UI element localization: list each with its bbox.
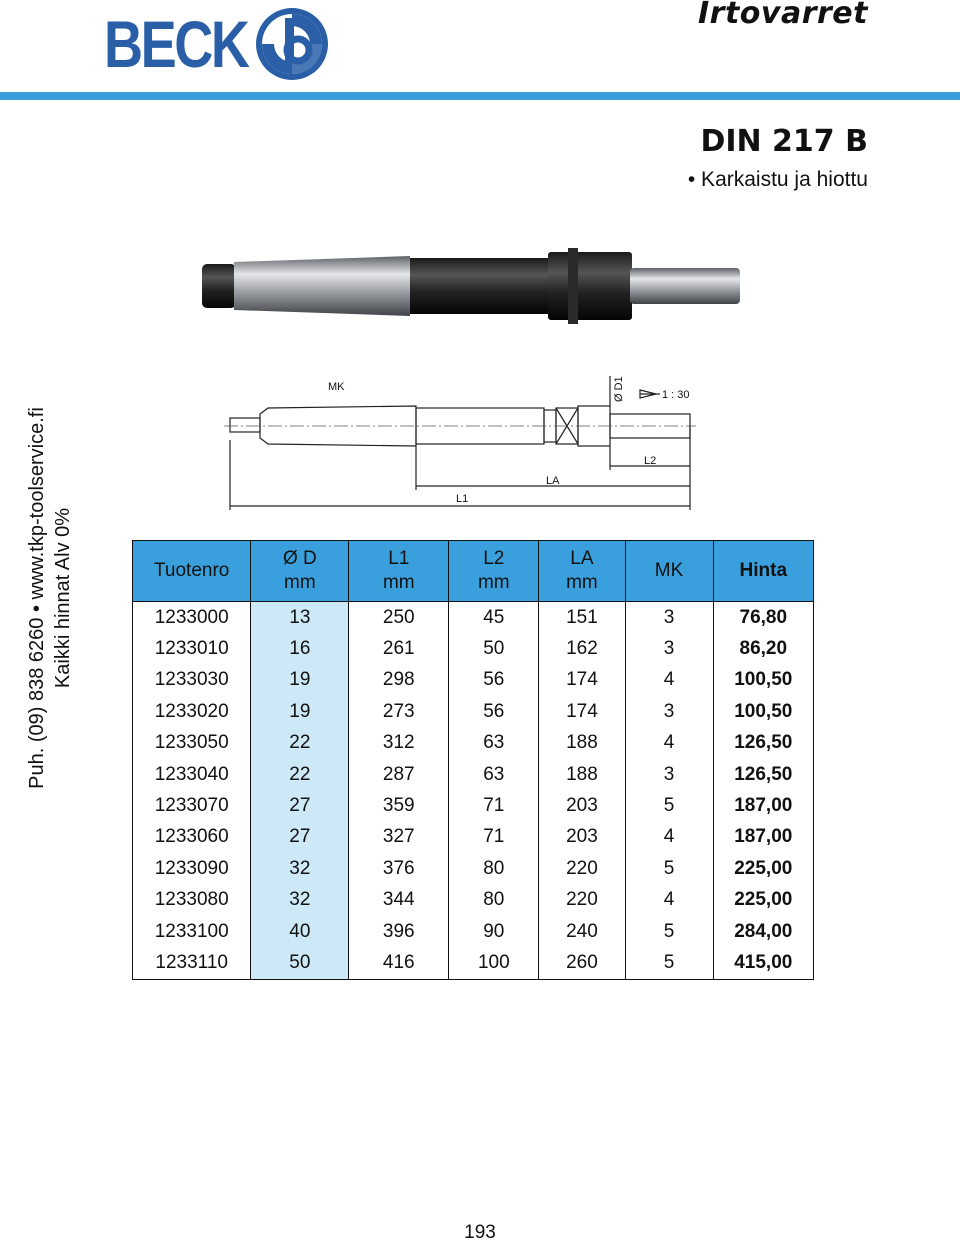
cell-length-la: 188	[539, 759, 625, 790]
cell-diameter: 13	[251, 602, 349, 634]
cell-diameter: 27	[251, 790, 349, 821]
drawing-label-d1: Ø D1	[613, 376, 625, 402]
column-header-label: Tuotenro	[154, 560, 230, 581]
table-row	[133, 602, 814, 634]
cell-price: 126,50	[713, 759, 813, 790]
cell-price: 86,20	[713, 633, 813, 664]
cell-length-l1: 298	[349, 665, 449, 696]
cell-price: 284,00	[713, 916, 813, 947]
table-row	[133, 790, 814, 821]
cell-diameter: 50	[251, 947, 349, 979]
cell-diameter: 27	[251, 822, 349, 853]
cell-morse-taper: 5	[625, 947, 713, 979]
page-number: 193	[464, 1222, 496, 1243]
column-header-label: L1	[388, 548, 410, 569]
cell-product-number: 1233080	[133, 885, 251, 916]
cell-length-la: 151	[539, 602, 625, 634]
cell-morse-taper: 3	[625, 633, 713, 664]
contact-line: Puh. (09) 838 6260 • www.tkp-toolservice.fi	[26, 407, 48, 789]
cell-price: 187,00	[713, 822, 813, 853]
column-header-length-l1	[349, 541, 449, 602]
cell-length-l1: 396	[349, 916, 449, 947]
cell-length-l1: 376	[349, 853, 449, 884]
price-table	[132, 540, 814, 980]
cell-price: 225,00	[713, 853, 813, 884]
column-header-unit: mm	[566, 572, 598, 593]
cell-morse-taper: 4	[625, 665, 713, 696]
table-header-row	[133, 541, 814, 602]
cell-product-number: 1233020	[133, 696, 251, 727]
cell-length-l2: 50	[449, 633, 539, 664]
cell-product-number: 1233010	[133, 633, 251, 664]
column-header-price	[713, 541, 813, 602]
cell-length-la: 203	[539, 790, 625, 821]
cell-diameter: 22	[251, 728, 349, 759]
feature-bullet: • Karkaistu ja hiottu	[687, 168, 868, 191]
cell-morse-taper: 3	[625, 696, 713, 727]
table-row	[133, 728, 814, 759]
cell-length-l2: 45	[449, 602, 539, 634]
cell-length-la: 162	[539, 633, 625, 664]
header-divider	[0, 92, 960, 100]
column-header-label: LA	[570, 548, 594, 569]
table-row	[133, 853, 814, 884]
page-title: Irtovarret	[698, 0, 868, 31]
cell-diameter: 16	[251, 633, 349, 664]
drawing-label-mk: MK	[328, 381, 345, 393]
vat-note: Kaikki hinnat Alv 0%	[52, 507, 74, 689]
column-header-unit: mm	[382, 572, 415, 593]
cell-product-number: 1233110	[133, 947, 251, 979]
column-header-length-la	[539, 541, 625, 602]
column-header-label: Ø D	[282, 548, 317, 569]
cell-morse-taper: 5	[625, 916, 713, 947]
cell-length-l2: 71	[449, 822, 539, 853]
section-title: DIN 217 B	[700, 124, 868, 159]
cell-length-l1: 273	[349, 696, 449, 727]
brand-mark-icon	[252, 4, 332, 84]
technical-drawing	[220, 366, 700, 516]
cell-length-l1: 359	[349, 790, 449, 821]
cell-length-la: 188	[539, 728, 625, 759]
drawing-label-la: LA	[546, 475, 560, 487]
cell-length-l2: 56	[449, 665, 539, 696]
drawing-label-l1: L1	[456, 493, 469, 505]
cell-price: 126,50	[713, 728, 813, 759]
cell-morse-taper: 3	[625, 759, 713, 790]
cell-length-l2: 80	[449, 853, 539, 884]
cell-price: 76,80	[713, 602, 813, 634]
cell-morse-taper: 4	[625, 885, 713, 916]
cell-product-number: 1233070	[133, 790, 251, 821]
cell-diameter: 32	[251, 885, 349, 916]
table-row	[133, 633, 814, 664]
cell-price: 187,00	[713, 790, 813, 821]
cell-morse-taper: 4	[625, 728, 713, 759]
cell-length-l2: 63	[449, 728, 539, 759]
column-header-label: MK	[654, 560, 684, 581]
brand-logo	[104, 4, 330, 84]
column-header-label: L2	[483, 548, 505, 569]
column-header-length-l2	[449, 541, 539, 602]
column-header-label: Hinta	[739, 560, 788, 581]
cell-length-la: 260	[539, 947, 625, 979]
cell-price: 100,50	[713, 696, 813, 727]
cell-length-la: 220	[539, 885, 625, 916]
table-row	[133, 916, 814, 947]
cell-morse-taper: 3	[625, 602, 713, 634]
cell-length-l2: 90	[449, 916, 539, 947]
column-header-unit: mm	[284, 572, 316, 593]
cell-length-l1: 327	[349, 822, 449, 853]
drawing-label-l2: L2	[644, 455, 657, 467]
drawing-label-taper: 1 : 30	[662, 389, 690, 401]
table-body	[133, 602, 814, 980]
cell-price: 100,50	[713, 665, 813, 696]
cell-morse-taper: 4	[625, 822, 713, 853]
cell-length-la: 240	[539, 916, 625, 947]
column-header-product-number	[133, 541, 251, 602]
cell-price: 415,00	[713, 947, 813, 979]
cell-length-l1: 344	[349, 885, 449, 916]
cell-length-la: 174	[539, 665, 625, 696]
sidebar-contact	[24, 388, 76, 808]
cell-length-l1: 261	[349, 633, 449, 664]
cell-length-l1: 287	[349, 759, 449, 790]
cell-product-number: 1233060	[133, 822, 251, 853]
table-row	[133, 759, 814, 790]
cell-diameter: 32	[251, 853, 349, 884]
table-row	[133, 947, 814, 979]
cell-product-number: 1233040	[133, 759, 251, 790]
cell-product-number: 1233000	[133, 602, 251, 634]
cell-diameter: 40	[251, 916, 349, 947]
cell-product-number: 1233090	[133, 853, 251, 884]
cell-diameter: 19	[251, 696, 349, 727]
cell-diameter: 22	[251, 759, 349, 790]
cell-length-la: 203	[539, 822, 625, 853]
column-header-diameter	[251, 541, 349, 602]
cell-diameter: 19	[251, 665, 349, 696]
table-row	[133, 696, 814, 727]
column-header-morse-taper	[625, 541, 713, 602]
cell-morse-taper: 5	[625, 853, 713, 884]
cell-length-l1: 250	[349, 602, 449, 634]
cell-product-number: 1233100	[133, 916, 251, 947]
cell-length-l2: 100	[449, 947, 539, 979]
cell-product-number: 1233050	[133, 728, 251, 759]
cell-length-l1: 416	[349, 947, 449, 979]
column-header-unit: mm	[477, 572, 510, 593]
cell-morse-taper: 5	[625, 790, 713, 821]
cell-length-la: 220	[539, 853, 625, 884]
table-row	[133, 822, 814, 853]
cell-price: 225,00	[713, 885, 813, 916]
table-row	[133, 885, 814, 916]
cell-length-l2: 63	[449, 759, 539, 790]
cell-length-l2: 71	[449, 790, 539, 821]
cell-length-l2: 80	[449, 885, 539, 916]
cell-length-l1: 312	[349, 728, 449, 759]
cell-length-la: 174	[539, 696, 625, 727]
cell-product-number: 1233030	[133, 665, 251, 696]
table-row	[133, 665, 814, 696]
brand-name: BECK	[104, 7, 248, 81]
cell-length-l2: 56	[449, 696, 539, 727]
product-photo	[196, 246, 746, 326]
